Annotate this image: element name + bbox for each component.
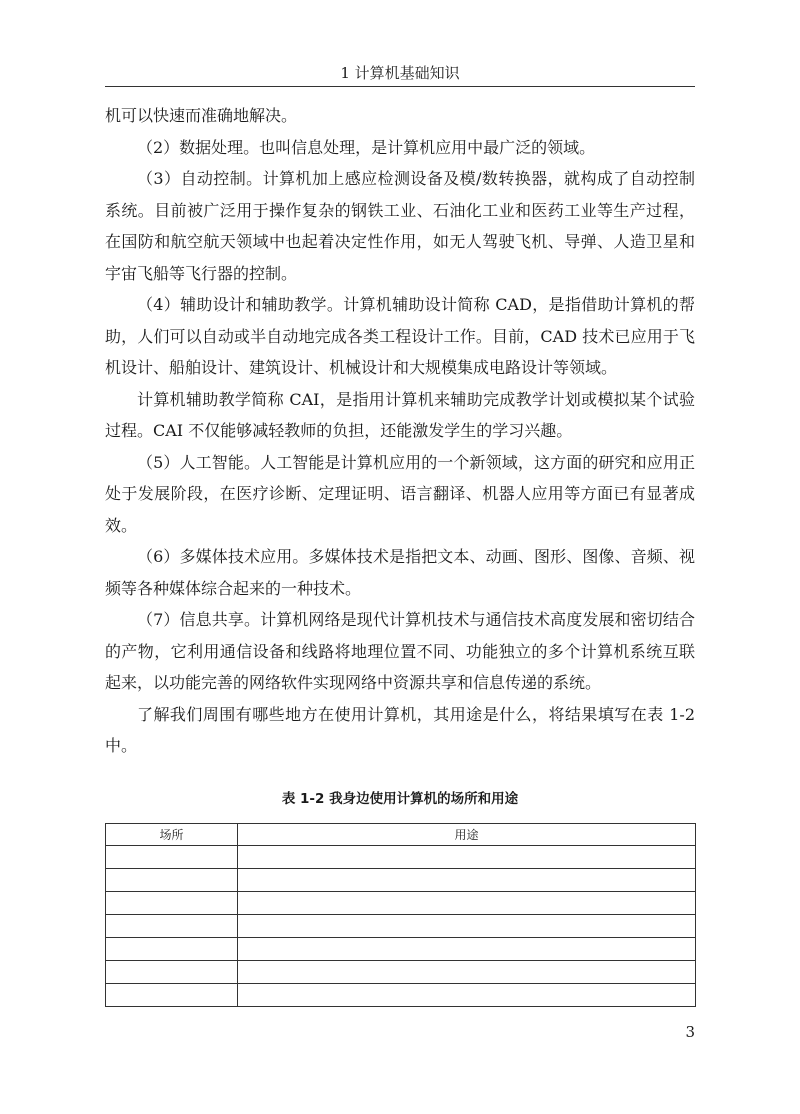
paragraph-cad: （4）辅助设计和辅助教学。计算机辅助设计简称 CAD，是指借助计算机的帮助，人们可以自动或半自动地完成各类工程设计工作。目前，CAD 技术已应用于飞机设计、船舶设计、建筑设计、机械设计和大规模集成电路设计等领域。 <box>105 295 695 377</box>
paragraph-automatic-control: （3）自动控制。计算机加上感应检测设备及模/数转换器，就构成了自动控制系统。目前被广泛用于操作复杂的钢铁工业、石油化工业和医药工业等生产过程，在国防和航空航天领域中也起着决定性作用，如无人驾驶飞机、导弹、人造卫星和宇宙飞船等飞行器的控制。 <box>105 169 695 283</box>
table-row <box>106 892 696 915</box>
table-cell <box>238 869 696 892</box>
table-header-row <box>106 824 696 846</box>
body-text <box>105 100 695 762</box>
table-cell <box>238 915 696 938</box>
table-cell <box>238 961 696 984</box>
paragraph-ai: （5）人工智能。人工智能是计算机应用的一个新领域，这方面的研究和应用正处于发展阶段，在医疗诊断、定理证明、语言翻译、机器人应用等方面已有显著成效。 <box>105 452 695 535</box>
running-header <box>105 60 695 87</box>
table-cell <box>106 984 238 1007</box>
usage-table <box>105 823 696 1007</box>
paragraph-data-processing: （2）数据处理。也叫信息处理，是计算机应用中最广泛的领域。 <box>137 137 596 157</box>
table-cell <box>238 984 696 1007</box>
paragraph-multimedia: （6）多媒体技术应用。多媒体技术是指把文本、动画、图形、图像、音频、视频等各种媒体综合起来的一种技术。 <box>105 547 695 598</box>
table-cell <box>106 915 238 938</box>
table-cell <box>238 892 696 915</box>
table-row <box>106 869 696 892</box>
paragraph-exercise: 了解我们周围有哪些地方在使用计算机，其用途是什么，将结果填写在表 1-2 中。 <box>105 704 695 755</box>
table-cell <box>238 938 696 961</box>
column-header-usage: 用途 <box>238 824 696 846</box>
page-number: 3 <box>685 1023 695 1041</box>
table-cell <box>106 961 238 984</box>
paragraph-info-sharing: （7）信息共享。计算机网络是现代计算机技术与通信技术高度发展和密切结合的产物，它利用通信设备和线路将地理位置不同、功能独立的多个计算机系统互联起来，以功能完善的网络软件实现网络中资源共享和信息传递的系统。 <box>105 610 695 692</box>
table-caption: 表 1-2 我身边使用计算机的场所和用途 <box>281 791 519 807</box>
paragraph-continuation: 机可以快速而准确地解决。 <box>105 106 298 125</box>
table-row <box>106 915 696 938</box>
table-cell <box>106 846 238 869</box>
table-cell <box>106 869 238 892</box>
table-row <box>106 846 696 869</box>
header-title: 1 计算机基础知识 <box>340 64 460 82</box>
table-cell <box>106 938 238 961</box>
table-cell <box>106 892 238 915</box>
column-header-place: 场所 <box>106 824 238 846</box>
table-row <box>106 984 696 1007</box>
paragraph-cai: 计算机辅助教学简称 CAI，是指用计算机来辅助完成教学计划或模拟某个试验过程。CAI 不仅能够减轻教师的负担，还能激发学生的学习兴趣。 <box>105 389 695 440</box>
table-row <box>106 938 696 961</box>
table-cell <box>238 846 696 869</box>
table-row <box>106 961 696 984</box>
